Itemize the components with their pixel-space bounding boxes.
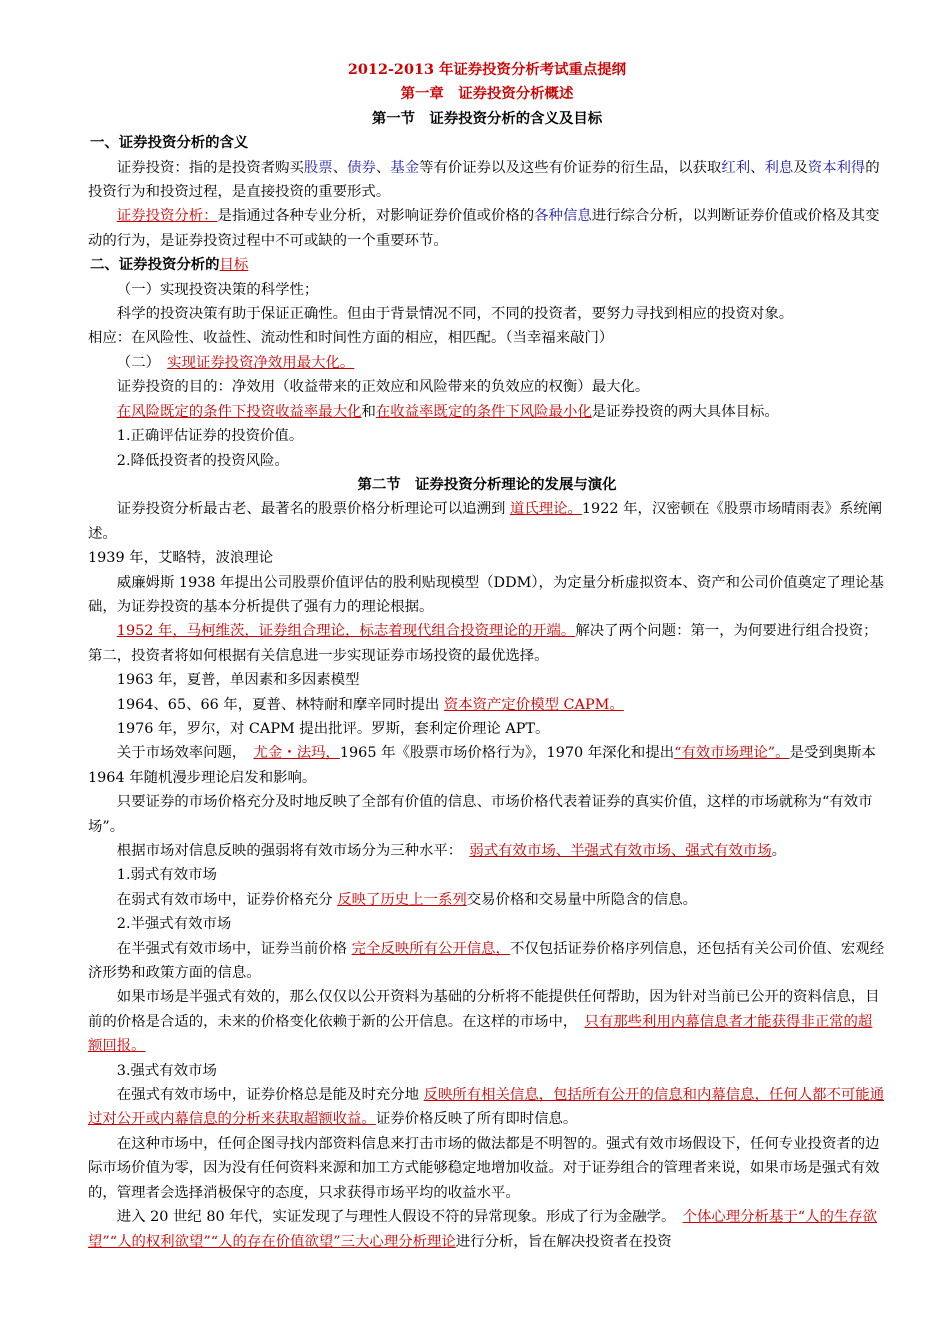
link-stock[interactable]: 股票	[303, 159, 333, 176]
link-information[interactable]: 各种信息	[534, 208, 592, 225]
para-weak: 在弱式有效市场中，证券价格充分 反映了历史上一系列交易价格和交易量中所隐含的信息。	[116, 891, 698, 908]
heading-1: 一、证券投资分析的含义	[90, 134, 249, 152]
para-strong-detail: 在这种市场中，任何企图寻找内部资料信息来打击市场的做法都是不明智的。强式有效市场假设下，任何专业投资者的边际市场价值为零，因为没有任何资料来源和加工方式能够稳定地增加收益。对于证券组合的管理者来说，如果市场是强式有效的，管理者会选择消极保守的态度，只求获得市场平均的收益水平。	[88, 1135, 880, 1201]
link-bond[interactable]: 债券	[347, 159, 376, 176]
link-interest[interactable]: 利息	[764, 159, 794, 176]
para-strong-heading: 3.强式有效市场	[116, 1062, 217, 1079]
para-capm: 1964、65、66 年，夏普、林特耐和摩辛同时提出 资本资产定价模型 CAPM。	[116, 696, 624, 713]
para-roll: 1976 年，罗尔，对 CAPM 提出批评。罗斯，套利定价理论 APT。	[116, 720, 550, 737]
para-item-1: 1.正确评估证券的投资价值。	[116, 428, 304, 445]
para-elliott: 1939 年，艾略特，波浪理论	[88, 550, 274, 567]
para-two-goals: 在风险既定的条件下投资收益率最大化和在收益率既定的条件下风险最小化是证券投资的两大具体目标。	[116, 403, 779, 420]
para-williams: 威廉姆斯 1938 年提出公司股票价值评估的股利贴现模型（DDM），为定量分析虚拟资本、资产和公司价值奠定了理论基础，为证券投资的基本分析提供了强有力的理论根据。	[88, 574, 884, 615]
para-three-levels: 根据市场对信息反映的强弱将有效市场分为三种水平： 弱式有效市场、半强式有效市场、强式有效市场。	[116, 843, 786, 859]
link-fund[interactable]: 基金	[390, 159, 420, 176]
para-goal-1: （一）实现投资决策的科学性；	[116, 281, 319, 298]
link-capital-gain[interactable]: 资本利得	[807, 159, 866, 176]
para-efficient-market: 只要证券的市场价格充分及时地反映了全部有价值的信息、市场价格代表着证券的真实价值，这样的市场就称为“有效市场”。	[88, 794, 873, 835]
para-purpose: 证券投资的目的：净效用（收益带来的正效应和风险带来的负效应的权衡）最大化。	[116, 379, 650, 396]
section1-title: 第一节 证券投资分析的含义及目标	[371, 109, 603, 127]
para-analysis-definition: 证券投资分析：是指通过各种专业分析，对影响证券价值或价格的各种信息进行综合分析，以判断证券价值或价格及其变动的行为，是证券投资过程中不可或缺的一个重要环节。	[88, 208, 880, 249]
para-semistrong: 在半强式有效市场中，证券当前价格 完全反映所有公开信息，不仅包括证券价格序列信息，还包括有关公司价值、宏观经济形势和政策方面的信息。	[88, 940, 885, 982]
link-dividend[interactable]: 红利	[721, 159, 751, 176]
para-scientific: 科学的投资决策有助于保证正确性。但由于背景情况不同，不同的投资者，要努力寻找到相应的投资对象。	[116, 306, 794, 323]
para-dow: 证券投资分析最古老、最著名的股票价格分析理论可以追溯到 道氏理论。1922 年，汉密顿在《股票市场晴雨表》系统阐述。	[88, 501, 883, 542]
para-semistrong-detail: 如果市场是半强式有效的，那么仅仅以公开资料为基础的分析将不能提供任何帮助，因为针对当前已公开的资料信息，目前的价格是合适的，未来的价格变化依赖于新的公开信息。在这样的市场中， 只有那些利用内幕信息者才能获得非正常的超额回报。	[88, 989, 880, 1055]
document-page	[88, 58, 886, 1254]
para-markowitz: 1952 年，马柯维茨，证券组合理论，标志着现代组合投资理论的开端。解决了两个问题：第一，为何要进行组合投资；第二，投资者将如何根据有关信息进一步实现证券市场投资的最优选择。	[88, 623, 878, 664]
para-goal-2: （二） 实现证券投资净效用最大化。	[116, 354, 355, 371]
para-weak-heading: 1.弱式有效市场	[116, 867, 217, 884]
para-behavioral: 进入 20 世纪 80 年代，实证发现了与理性人假设不符的异常现象。形成了行为金融学。 个体心理分析基于“人的生存欲望”“人的权利欲望”“人的存在价值欲望”三大心理分析理论进行分析，旨在解决投资者在投资	[88, 1209, 878, 1250]
para-semistrong-heading: 2.半强式有效市场	[116, 916, 232, 933]
para-match: 相应：在风险性、收益性、流动性和时间性方面的相应，相匹配。（当幸福来敲门）	[88, 330, 614, 347]
para-strong: 在强式有效市场中，证券价格总是能及时充分地 反映所有相关信息，包括所有公开的信息和内幕信息，任何人都不可能通过对公开或内幕信息的分析来获取超额收益。证券价格反映了所有即时信息。	[88, 1087, 885, 1128]
para-securities-investment: 证券投资：指的是投资者购买股票、债券、基金等有价证券以及这些有价证券的衍生品，以获取红利、利息及资本利得的投资行为和投资过程，是直接投资的重要形式。	[88, 159, 880, 201]
heading-2: 二、证券投资分析的目标	[90, 256, 249, 274]
para-item-2: 2.降低投资者的投资风险。	[116, 452, 289, 469]
doc-title: 2012-2013 年证券投资分析考试重点提纲	[347, 61, 627, 78]
para-fama: 关于市场效率问题， 尤金・法玛，1965 年《股票市场价格行为》，1970 年深化和提出“有效市场理论”。是受到奥斯本 1964 年随机漫步理论启发和影响。	[88, 745, 876, 786]
para-sharpe: 1963 年，夏普，单因素和多因素模型	[116, 672, 360, 689]
chapter-title: 第一章 证券投资分析概述	[400, 85, 574, 103]
section2-title: 第二节 证券投资分析理论的发展与演化	[357, 475, 617, 493]
